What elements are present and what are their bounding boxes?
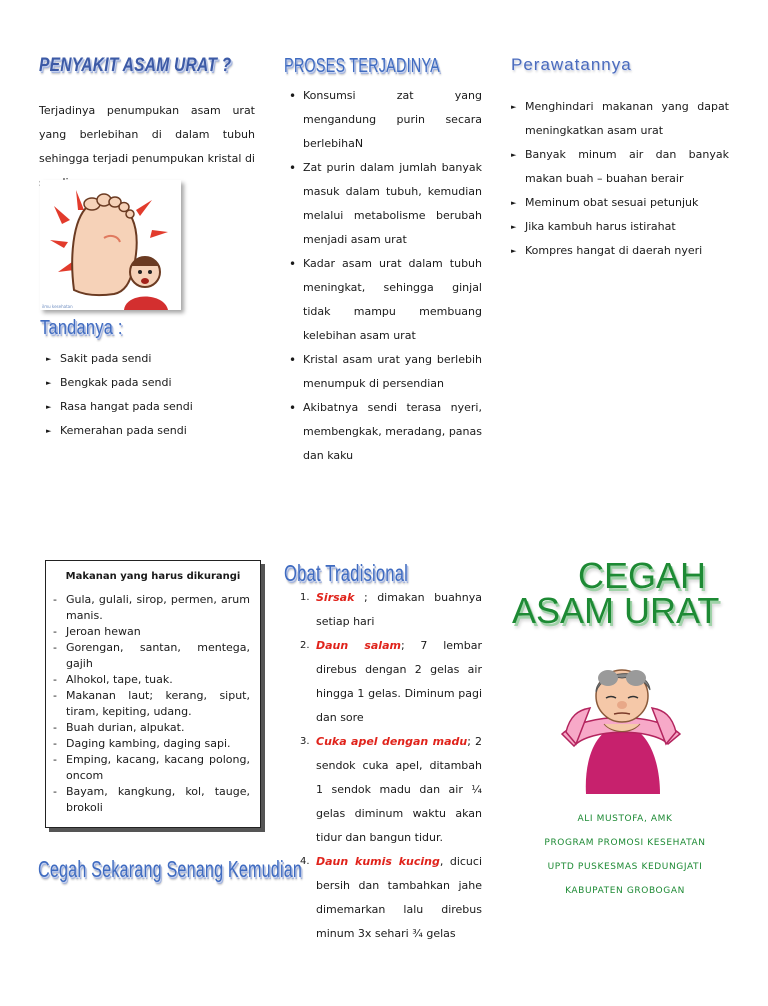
signs-list bbox=[40, 347, 250, 443]
foods-list bbox=[46, 592, 260, 816]
credit-author: ALI MUSTOFA, AMK bbox=[577, 814, 673, 824]
remedy-name: Daun kumis kucing bbox=[316, 855, 440, 868]
list-item: - Buah durian, alpukat. bbox=[46, 720, 260, 736]
title-perawatannya: Perawatannya bbox=[511, 55, 632, 74]
box-title: Makanan yang harus dikurangi bbox=[65, 571, 241, 582]
care-list bbox=[505, 95, 729, 263]
list-item: • Zat purin dalam jumlah banyak masuk dalam tubuh, kemudian melalui metabolisme berubah menjadi asam urat bbox=[287, 156, 482, 252]
list-item: ► Menghindari makanan yang dapat meningkatkan asam urat bbox=[505, 95, 729, 143]
list-item: - Gorengan, santan, mentega, gajih bbox=[46, 640, 260, 672]
list-item: - Gula, gulali, sirop, permen, arum manis. bbox=[46, 592, 260, 624]
gout-foot-icon bbox=[40, 180, 181, 310]
list-item: • Akibatnya sendi terasa nyeri, membengkak, meradang, panas dan kaku bbox=[287, 396, 482, 468]
list-item bbox=[286, 850, 482, 946]
grandmother-icon bbox=[556, 658, 686, 794]
list-item: • Kadar asam urat dalam tubuh meningkat, sehingga ginjal tidak mampu membuang kelebihan asam urat bbox=[287, 252, 482, 348]
cover-title-line1: CEGAH bbox=[578, 555, 707, 596]
remedy-text: , dicuci bersih dan tambahkan jahe dimemarkan lalu direbus minum 3x sehari ¾ gelas bbox=[316, 855, 482, 940]
list-item: ► Kompres hangat di daerah nyeri bbox=[505, 239, 729, 263]
title-proses-terjadinya: PROSES TERJADINYA bbox=[284, 55, 440, 77]
slogan: Cegah Sekarang Senang Kemudian bbox=[38, 856, 303, 882]
item-number: 2. bbox=[300, 640, 310, 651]
process-list bbox=[287, 84, 482, 468]
item-number: 4. bbox=[300, 856, 310, 867]
list-item: ► Kemerahan pada sendi bbox=[40, 419, 250, 443]
list-item: - Emping, kacang, kacang polong, oncom bbox=[46, 752, 260, 784]
list-item: • Konsumsi zat yang mengandung purin secara berlebihaN bbox=[287, 84, 482, 156]
remedy-text: ; 7 lembar direbus dengan 2 gelas air hingga 1 gelas. Diminum pagi dan sore bbox=[316, 639, 482, 724]
remedy-text: ; dimakan buahnya setiap hari bbox=[316, 591, 482, 628]
list-item: - Bayam, kangkung, kol, tauge, brokoli bbox=[46, 784, 260, 816]
list-item: ► Jika kambuh harus istirahat bbox=[505, 215, 729, 239]
foot-pain-illustration bbox=[40, 180, 181, 310]
list-item: ► Meminum obat sesuai petunjuk bbox=[505, 191, 729, 215]
list-item: - Makanan laut; kerang, siput, tiram, kepiting, udang. bbox=[46, 688, 260, 720]
list-item: - Jeroan hewan bbox=[46, 624, 260, 640]
list-item bbox=[286, 634, 482, 730]
credit-regency: KABUPATEN GROBOGAN bbox=[565, 886, 685, 896]
credits bbox=[530, 807, 720, 903]
intro-paragraph: Terjadinya penumpukan asam urat yang berlebihan di dalam tubuh sehingga terjadi penumpukan kristal di bbox=[39, 104, 255, 165]
foods-to-reduce-box bbox=[45, 560, 261, 828]
title-obat-tradisional: Obat Tradisional bbox=[284, 560, 409, 586]
image-caption: ilmu kesehatan bbox=[42, 304, 73, 309]
list-item: ► Banyak minum air dan banyak makan buah – buahan berair bbox=[505, 143, 729, 191]
remedy-name: Daun salam bbox=[316, 639, 401, 652]
list-item: • Kristal asam urat yang berlebih menumpuk di persendian bbox=[287, 348, 482, 396]
list-item: - Alhokol, tape, tuak. bbox=[46, 672, 260, 688]
cover-title-line2: ASAM URAT bbox=[512, 590, 720, 631]
item-number: 3. bbox=[300, 736, 310, 747]
remedy-list bbox=[286, 586, 482, 946]
list-item bbox=[286, 586, 482, 634]
title-tandanya: Tandanya : bbox=[40, 317, 123, 339]
list-item: ► Bengkak pada sendi bbox=[40, 371, 250, 395]
remedy-name: Sirsak bbox=[316, 591, 355, 604]
item-number: 1. bbox=[300, 592, 310, 603]
credit-program: PROGRAM PROMOSI KESEHATAN bbox=[544, 838, 706, 848]
remedy-name: Cuka apel dengan madu bbox=[316, 735, 468, 748]
list-item: ► Sakit pada sendi bbox=[40, 347, 250, 371]
elderly-woman-illustration bbox=[556, 658, 686, 794]
credit-puskesmas: UPTD PUSKESMAS KEDUNGJATI bbox=[547, 862, 703, 872]
remedy-text: ; 2 sendok cuka apel, ditambah 1 sendok madu dan air ¼ gelas diminum waktu akan tidur dan bangun tidur. bbox=[316, 735, 482, 844]
list-item: ► Rasa hangat pada sendi bbox=[40, 395, 250, 419]
list-item: - Daging kambing, daging sapi. bbox=[46, 736, 260, 752]
list-item bbox=[286, 730, 482, 850]
title-penyakit-asam-urat: PENYAKIT ASAM URAT ? bbox=[39, 55, 232, 76]
